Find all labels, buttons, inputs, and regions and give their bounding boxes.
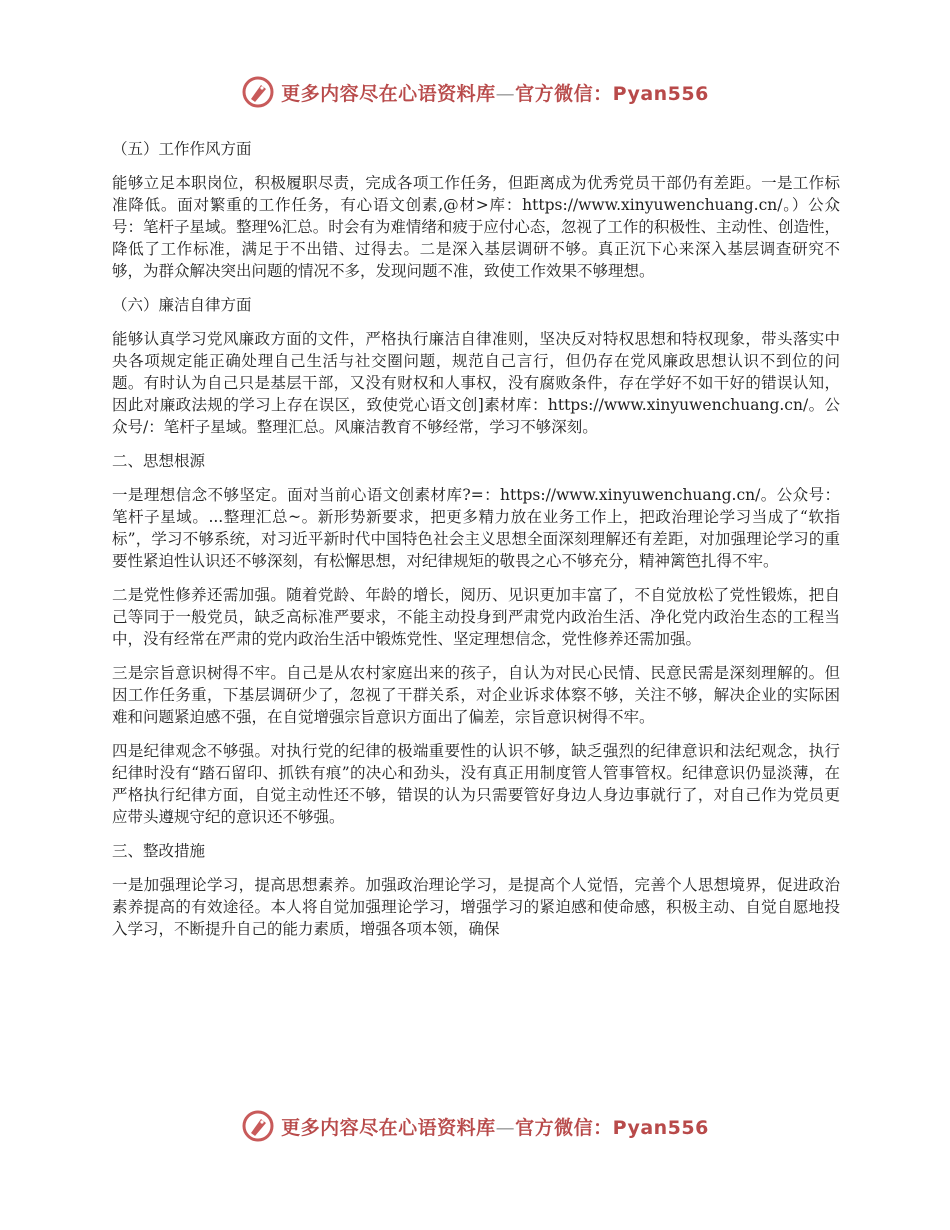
- section-heading: 三、整改措施: [112, 842, 206, 860]
- section-heading: （五）工作作风方面: [112, 140, 252, 158]
- banner-text: [281, 79, 709, 106]
- paragraph: 能够认真学习党风廉政方面的文件，严格执行廉洁自律准则，坚决反对特权思想和特权现象，带头落实中央各项规定能正确处理自己生活与社交圈问题，规范自己言行，但仍存在党风廉政思想认识不到位的问题。有时认为自己只是基层干部，又没有财权和人事权，没有腐败条件，存在学好不如干好的错误认知，因此对廉政法规的学习上存在误区，致使党心语文创]素材库：https://www.xinyuwenchuang.cn/。公众号/：笔杆子星域。整理汇总。风廉洁教育不够经常，学习不够深刻。: [112, 330, 840, 436]
- pen-nib-icon: [241, 1109, 275, 1143]
- banner-wechat: 官方微信：Pyan556: [515, 82, 709, 105]
- banner-prefix: 更多内容尽在心语资料库: [281, 82, 496, 105]
- section-heading: （六）廉洁自律方面: [112, 296, 252, 314]
- section-heading: 二、思想根源: [112, 452, 206, 470]
- banner-text: [281, 1113, 709, 1140]
- paragraph: 能够立足本职岗位，积极履职尽责，完成各项工作任务，但距离成为优秀党员干部仍有差距。一是工作标准降低。面对繁重的工作任务，有心语文创素,@材>库：https://www.xinyuwenchuang.cn/。）公众号：笔杆子星域。整理%汇总。时会有为难情绪和疲于应付心态，忽视了工作的积极性、主动性、创造性，降低了工作标准，满足于不出错、过得去。二是深入基层调研不够。真正沉下心来深入基层调查研究不够，为群众解决突出问题的情况不多，发现问题不准，致使工作效果不够理想。: [112, 174, 840, 280]
- banner-prefix: 更多内容尽在心语资料库: [281, 1116, 496, 1139]
- paragraph: 三是宗旨意识树得不牢。自己是从农村家庭出来的孩子，自认为对民心民情、民意民需是深刻理解的。但因工作任务重，下基层调研少了，忽视了干群关系，对企业诉求体察不够，关注不够，解决企业的实际困难和问题紧迫感不强，在自觉增强宗旨意识方面出了偏差，宗旨意识树得不牢。: [112, 664, 840, 726]
- footer-banner: [0, 1106, 950, 1146]
- banner-separator: —: [495, 1116, 516, 1139]
- paragraph: 一是理想信念不够坚定。面对当前心语文创素材库?=：https://www.xinyuwenchuang.cn/。公众号：笔杆子星域。...整理汇总~。新形势新要求，把更多精力放在业务工作上，把政治理论学习当成了“软指标”，学习不够系统，对习近平新时代中国特色社会主义思想全面深刻理解还有差距，对加强理论学习的重要性紧迫性认识还不够深刻，有松懈思想，对纪律规矩的敬畏之心不够充分，精神篱笆扎得不牢。: [112, 486, 840, 570]
- pen-nib-icon: [241, 75, 275, 109]
- paragraph: 一是加强理论学习，提高思想素养。加强政治理论学习，是提高个人觉悟，完善个人思想境界，促进政治素养提高的有效途径。本人将自觉加强理论学习，增强学习的紧迫感和使命感，积极主动、自觉自愿地投入学习，不断提升自己的能力素质，增强各项本领，确保: [112, 876, 840, 938]
- document-body: [112, 138, 840, 952]
- paragraph: 二是党性修养还需加强。随着党龄、年龄的增长，阅历、见识更加丰富了，不自觉放松了党性锻炼，把自己等同于一般党员，缺乏高标准严要求，不能主动投身到严肃党内政治生活、净化党内政治生态的工程当中，没有经常在严肃的党内政治生活中锻炼党性、坚定理想信念，党性修养还需加强。: [112, 586, 840, 648]
- paragraph: 四是纪律观念不够强。对执行党的纪律的极端重要性的认识不够，缺乏强烈的纪律意识和法纪观念，执行纪律时没有“踏石留印、抓铁有痕”的决心和劲头，没有真正用制度管人管事管权。纪律意识仍显淡薄，在严格执行纪律方面，自觉主动性还不够，错误的认为只需要管好身边人身边事就行了，对自己作为党员更应带头遵规守纪的意识还不够强。: [112, 742, 840, 826]
- banner-separator: —: [495, 82, 516, 105]
- banner-wechat: 官方微信：Pyan556: [515, 1116, 709, 1139]
- header-banner: [0, 72, 950, 112]
